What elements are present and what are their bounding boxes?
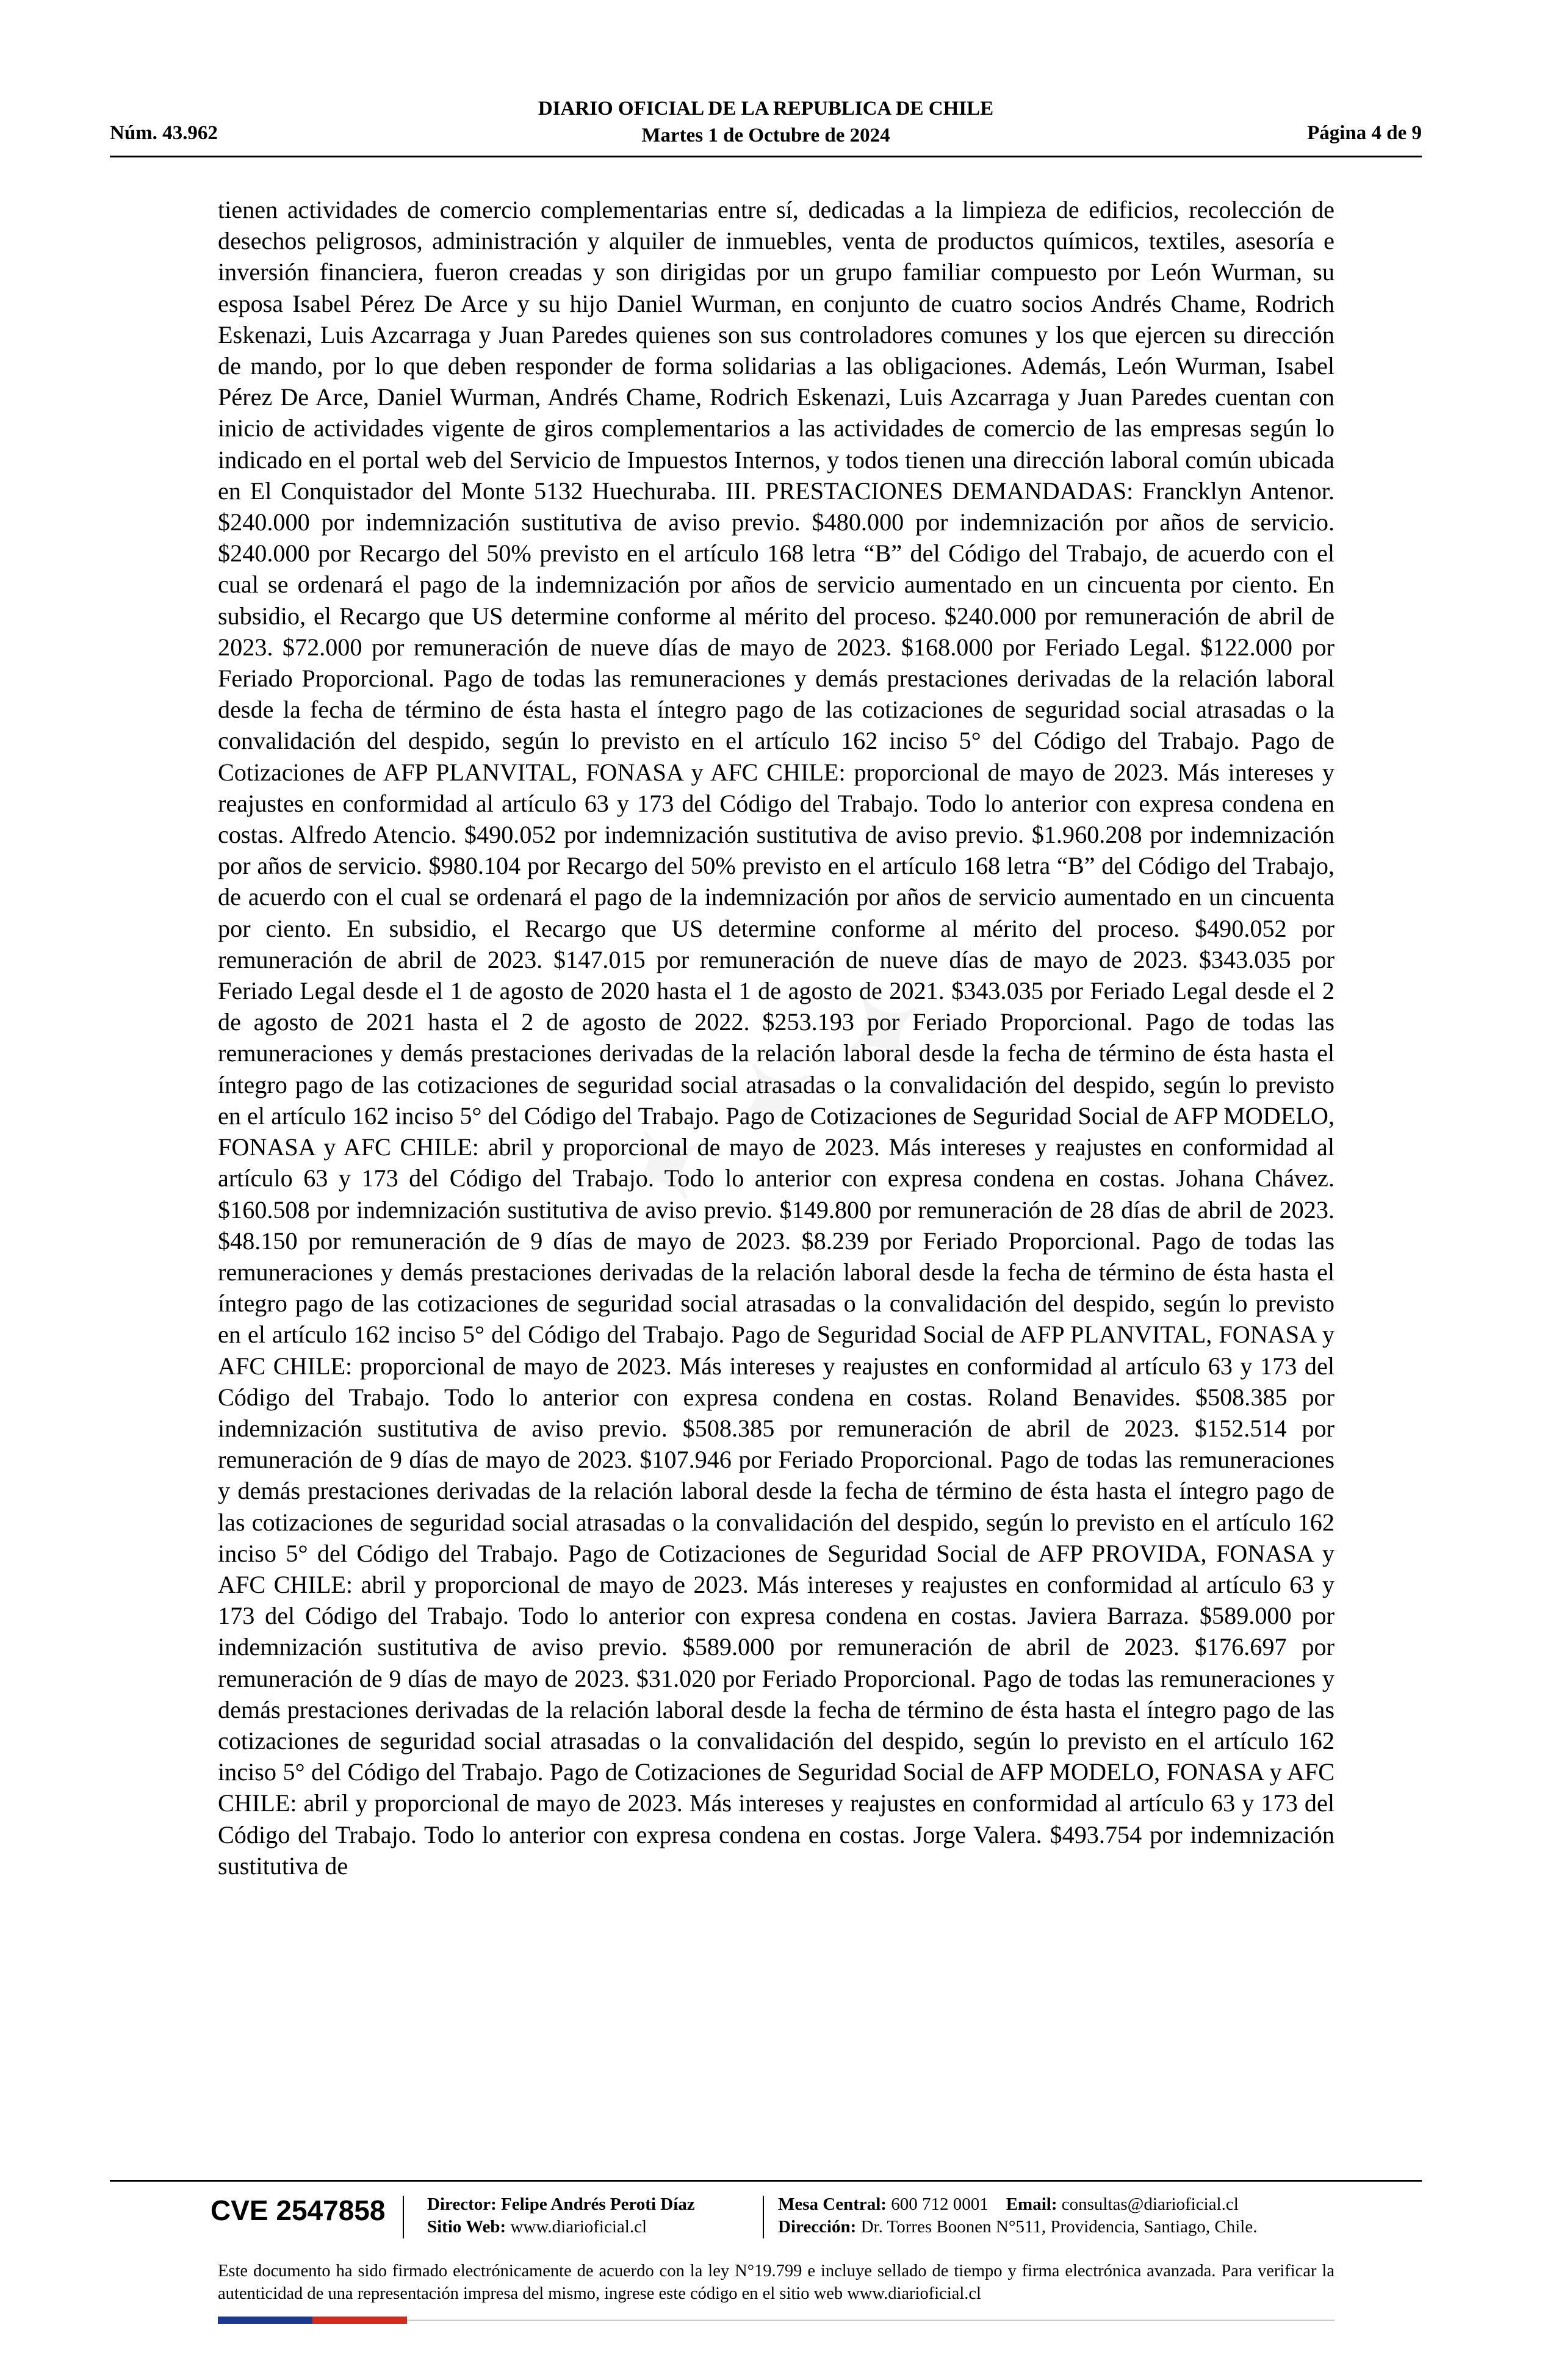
cve-code: CVE 2547858 (211, 2194, 386, 2226)
signature-note: Este documento ha sido firmado electrónicamente de acuerdo con la ley N°19.799 e incluye sellado de tiempo y firma electrónica avanzada. Para verificar la autenticidad de una representación impresa del mismo, ingrese este código en el sitio web www.diarioficial.cl (218, 2262, 1334, 2303)
footer-separator (403, 2196, 404, 2238)
page-header (110, 92, 1422, 159)
publication-date: Martes 1 de Octubre de 2024 (641, 124, 890, 146)
address-label: Dirección: (778, 2217, 857, 2237)
page-number: Página 4 de 9 (1307, 122, 1422, 144)
phone-number: 600 712 0001 (891, 2194, 989, 2214)
footer-separator (763, 2196, 764, 2238)
masthead (110, 95, 1422, 149)
footer-contact-right (778, 2193, 1257, 2238)
footer-contact-left (427, 2193, 695, 2238)
email-link[interactable]: consultas@diarioficial.cl (1061, 2194, 1239, 2214)
flag-stripe-blue (218, 2317, 312, 2324)
email-label: Email: (1006, 2194, 1057, 2214)
flag-stripe-red (312, 2317, 407, 2324)
director-name: Felipe Andrés Peroti Díaz (501, 2194, 695, 2214)
phone-label: Mesa Central: (778, 2194, 887, 2214)
footer-divider (110, 2180, 1422, 2182)
website-link[interactable]: www.diarioficial.cl (510, 2217, 647, 2237)
director-label: Director: (427, 2194, 497, 2214)
address-value: Dr. Torres Boonen N°511, Providencia, Santiago, Chile. (860, 2217, 1258, 2237)
page-footer (110, 2191, 1422, 2246)
publication-title: DIARIO OFICIAL DE LA REPUBLICA DE CHILE (538, 98, 994, 120)
website-label: Sitio Web: (427, 2217, 506, 2237)
header-divider (110, 156, 1422, 157)
issue-number: Núm. 43.962 (110, 122, 218, 144)
body-paragraph: tienen actividades de comercio complementarias entre sí, dedicadas a la limpieza de edificios, recolección de desechos peligrosos, administración y alquiler de inmuebles, venta de productos químicos, textiles, asesoría e inversión financiera, fueron creadas y son dirigidas por un grupo familiar compuesto por León Wurman, su esposa Isabel Pérez De Arce y su hijo Daniel Wurman, en conjunto de cuatro socios Andrés Chame, Rodrich Eskenazi, Luis Azcarraga y Juan Paredes quienes son sus controladores comunes y los que ejercen su dirección de mando, por lo que deben responder de forma solidarias a las obligaciones. Además, León Wurman, Isabel Pérez De Arce, Daniel Wurman, Andrés Chame, Rodrich Eskenazi, Luis Azcarraga y Juan Paredes cuentan con inicio de actividades vigente de giros complementarios a las actividades de comercio de las empresas según lo indicado en el portal web del Servicio de Impuestos Internos, y todos tienen una dirección laboral común ubicada en El Conquistador del Monte 5132 Huechuraba. III. PRESTACIONES DEMANDADAS: Francklyn Antenor. $240.000 por indemnización sustitutiva de aviso previo. $480.000 por indemnización por años de servicio. $240.000 por Recargo del 50% previsto en el artículo 168 letra “B” del Código del Trabajo, de acuerdo con el cual se ordenará el pago de la indemnización por años de servicio aumentado en un cincuenta por ciento. En subsidio, el Recargo que US determine conforme al mérito del proceso. $240.000 por remuneración de abril de 2023. $72.000 por remuneración de nueve días de mayo de 2023. $168.000 por Feriado Legal. $122.000 por Feriado Proporcional. Pago de todas las remuneraciones y demás prestaciones derivadas de la relación laboral desde la fecha de término de ésta hasta el íntegro pago de las cotizaciones de seguridad social atrasadas o la convalidación del despido, según lo previsto en el artículo 162 inciso 5° del Código del Trabajo. Pago de Cotizaciones de AFP PLANVITAL, FONASA y AFC CHILE: proporcional de mayo de 2023. Más intereses y reajustes en conformidad al artículo 63 y 173 del Código del Trabajo. Todo lo anterior con expresa condena en costas. Alfredo Atencio. $490.052 por indemnización sustitutiva de aviso previo. $1.960.208 por indemnización por años de servicio. $980.104 por Recargo del 50% previsto en el artículo 168 letra “B” del Código del Trabajo, de acuerdo con el cual se ordenará el pago de la indemnización por años de servicio aumentado en un cincuenta por ciento. En subsidio, el Recargo que US determine conforme al mérito del proceso. $490.052 por remuneración de abril de 2023. $147.015 por remuneración de nueve días de mayo de 2023. $343.035 por Feriado Legal desde el 1 de agosto de 2020 hasta el 1 de agosto de 2021. $343.035 por Feriado Legal desde el 2 de agosto de 2021 hasta el 2 de agosto de 2022. $253.193 por Feriado Proporcional. Pago de todas las remuneraciones y demás prestaciones derivadas de la relación laboral desde la fecha de término de ésta hasta el íntegro pago de las cotizaciones de seguridad social atrasadas o la convalidación del despido, según lo previsto en el artículo 162 inciso 5° del Código del Trabajo. Pago de Cotizaciones de Seguridad Social de AFP MODELO, FONASA y AFC CHILE: abril y proporcional de mayo de 2023. Más intereses y reajustes en conformidad al artículo 63 y 173 del Código del Trabajo. Todo lo anterior con expresa condena en costas. Johana Chávez. $160.508 por indemnización sustitutiva de aviso previo. $149.800 por remuneración de 28 días de abril de 2023. $48.150 por remuneración de 9 días de mayo de 2023. $8.239 por Feriado Proporcional. Pago de todas las remuneraciones y demás prestaciones derivadas de la relación laboral desde la fecha de término de ésta hasta el íntegro pago de las cotizaciones de seguridad social atrasadas o la convalidación del despido, según lo previsto en el artículo 162 inciso 5° del Código del Trabajo. Pago de Seguridad Social de AFP PLANVITAL, FONASA y AFC CHILE: proporcional de mayo de 2023. Más intereses y reajustes en conformidad al artículo 63 y 173 del Código del Trabajo. Todo lo anterior con expresa condena en costas. Roland Benavides. $508.385 por indemnización sustitutiva de aviso previo. $508.385 por remuneración de abril de 2023. $152.514 por remuneración de 9 días de mayo de 2023. $107.946 por Feriado Proporcional. Pago de todas las remuneraciones y demás prestaciones derivadas de la relación laboral desde la fecha de término de ésta hasta el íntegro pago de las cotizaciones de seguridad social atrasadas o la convalidación del despido, según lo previsto en el artículo 162 inciso 5° del Código del Trabajo. Pago de Cotizaciones de Seguridad Social de AFP PROVIDA, FONASA y AFC CHILE: abril y proporcional de mayo de 2023. Más intereses y reajustes en conformidad al artículo 63 y 173 del Código del Trabajo. Todo lo anterior con expresa condena en costas. Javiera Barraza. $589.000 por indemnización sustitutiva de aviso previo. $589.000 por remuneración de abril de 2023. $176.697 por remuneración de 9 días de mayo de 2023. $31.020 por Feriado Proporcional. Pago de todas las remuneraciones y demás prestaciones derivadas de la relación laboral desde la fecha de término de ésta hasta el íntegro pago de las cotizaciones de seguridad social atrasadas o la convalidación del despido, según lo previsto en el artículo 162 inciso 5° del Código del Trabajo. Pago de Cotizaciones de Seguridad Social de AFP MODELO, FONASA y AFC CHILE: abril y proporcional de mayo de 2023. Más intereses y reajustes en conformidad al artículo 63 y 173 del Código del Trabajo. Todo lo anterior con expresa condena en costas. Jorge Valera. $493.754 por indemnización sustitutiva de (218, 196, 1334, 1880)
footer-thin-line (407, 2320, 1334, 2321)
